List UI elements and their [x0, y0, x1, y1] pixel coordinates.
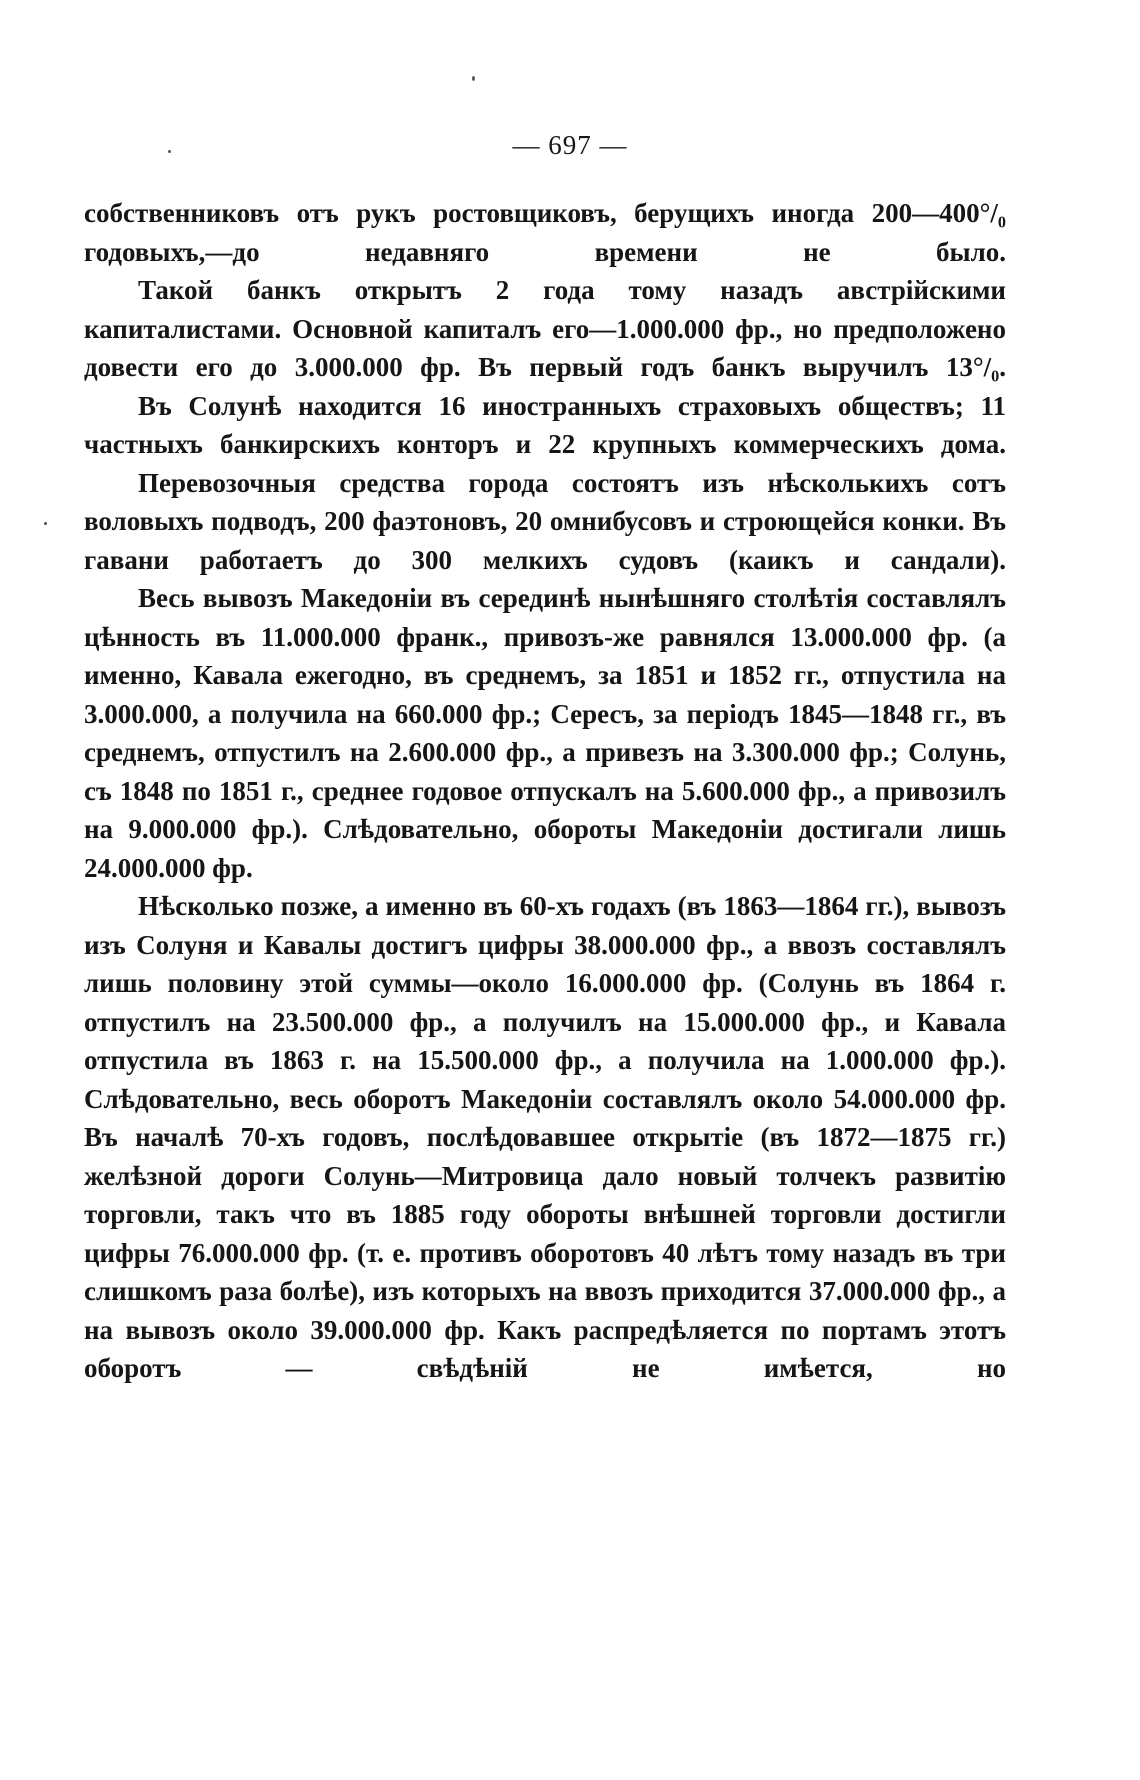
- page-speck: [472, 76, 475, 81]
- paragraph-banks-continued: собственниковъ отъ рукъ ростовщиковъ, берущихъ иногда 200—400°/₀ годовыхъ,—до недавняго времени не было.: [84, 198, 1006, 267]
- page-number: — 697 —: [512, 130, 628, 160]
- paragraph-export-import-midcentury: Весь вывозъ Македоніи въ серединѣ нынѣшняго столѣтія составлялъ цѣнность въ 11.000.000 франк., привозъ-же равнялся 13.000.000 фр. (а именно, Кавала ежегодно, въ среднемъ, за 1851 и 1852 гг., отпустила на 3.000.000, а получила на 660.000 фр.; Сересъ, за періодъ 1845—1848 гг., въ среднемъ, отпустилъ на 2.600.000 фр., а привезъ на 3.300.000 фр.; Солунь, съ 1848 по 1851 г., среднее годовое отпускалъ на 5.600.000 фр., а привозилъ на 9.000.000 фр.). Слѣдовательно, обороты Македоніи достигали лишь 24.000.000 фр.: [84, 583, 1006, 883]
- paragraph-transport: Перевозочныя средства города состоятъ изъ нѣсколькихъ сотъ воловыхъ подводъ, 200 фаэтоновъ, 20 омнибусовъ и строющейся конки. Въ гавани работаетъ до 300 мелкихъ судовъ (каикъ и сандали).: [84, 467, 1006, 575]
- paragraph-austrian-bank: Такой банкъ открытъ 2 года тому назадъ австрійскими капиталистами. Основной капиталъ его—1.000.000 фр., но предположено довести его до 3.000.000 фр. Въ первый годъ банкъ выручилъ 13°/₀.: [84, 275, 1006, 382]
- body-text: [84, 194, 1006, 1388]
- paragraph-insurance-companies: Въ Солунѣ находится 16 иностранныхъ страховыхъ обществъ; 11 частныхъ банкирскихъ конторъ и 22 крупныхъ коммерческихъ дома.: [84, 390, 1006, 459]
- paragraph-trade-growth: Нѣсколько позже, а именно въ 60-хъ годахъ (въ 1863—1864 гг.), вывозъ изъ Солуня и Кавалы достигъ цифры 38.000.000 фр., а ввозъ составлялъ лишь половину этой суммы—около 16.000.000 фр. (Солунь въ 1864 г. отпустилъ на 23.500.000 фр., а получилъ на 15.000.000 фр., и Кавала отпустила въ 1863 г. на 15.500.000 фр., а получила на 1.000.000 фр.). Слѣдовательно, весь оборотъ Македоніи составлялъ около 54.000.000 фр. Въ началѣ 70-хъ годовъ, послѣдовавшее открытіе (въ 1872—1875 гг.) желѣзной дороги Солунь—Митровица дало новый толчекъ развитію торговли, такъ что въ 1885 году обороты внѣшней торговли достигли цифры 76.000.000 фр. (т. е. противъ оборотовъ 40 лѣтъ тому назадъ въ три слишкомъ раза болѣе), изъ которыхъ на ввозъ приходится 37.000.000 фр., а на вывозъ около 39.000.000 фр. Какъ распредѣляется по портамъ этотъ оборотъ — свѣдѣній не имѣется, но: [84, 891, 1006, 1383]
- page-speck: [44, 522, 47, 525]
